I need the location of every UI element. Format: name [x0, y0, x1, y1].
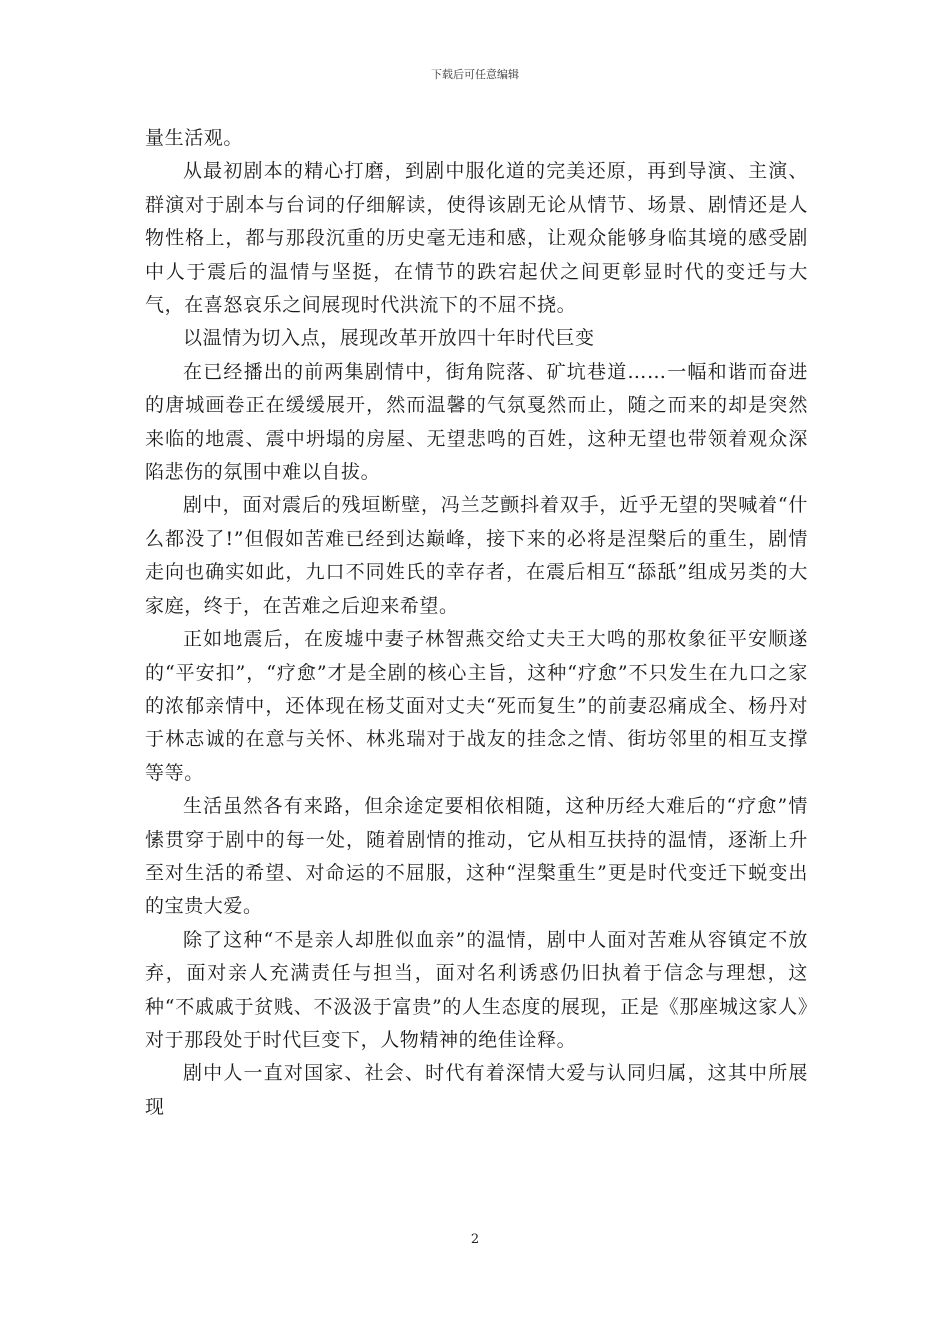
- paragraph: 正如地震后，在废墟中妻子林智燕交给丈夫王大鸣的那枚象征平安顺遂的“平安扣”，“疗愈”才是全剧的核心主旨，这种“疗愈”不只发生在九口之家的浓郁亲情中，还体现在杨艾面对丈夫“死而复生”的前妻忍痛成全、杨丹对于林志诚的在意与关怀、林兆瑞对于战友的挂念之情、街坊邻里的相互支撑等等。: [145, 628, 808, 784]
- page-header: 下载后可任意编辑: [431, 68, 519, 81]
- paragraph: 在已经播出的前两集剧情中，街角院落、矿坑巷道……一幅和谐而奋进的唐城画卷正在缓缓展开，然而温馨的气氛戛然而止，随之而来的却是突然来临的地震、震中坍塌的房屋、无望悲鸣的百姓，这种无望也带领着观众深陷悲伤的氛围中难以自拔。: [145, 360, 808, 484]
- paragraph: 量生活观。: [145, 127, 244, 149]
- document-body: [145, 122, 808, 1124]
- paragraph: 除了这种“不是亲人却胜似血亲”的温情，剧中人面对苦难从容镇定不放弃，面对亲人充满责任与担当，面对名利诱惑仍旧执着于信念与理想，这种“不戚戚于贫贱、不汲汲于富贵”的人生态度的展现，正是《那座城这家人》对于那段处于时代巨变下，人物精神的绝佳诠释。: [145, 928, 808, 1051]
- section-heading: 以温情为切入点，展现改革开放四十年时代巨变: [183, 327, 595, 350]
- paragraph: 剧中，面对震后的残垣断壁，冯兰芝颤抖着双手，近乎无望的哭喊着“什么都没了!”但假如苦难已经到达巅峰，接下来的必将是涅槃后的重生，剧情走向也确实如此，九口不同姓氏的幸存者，在震后相互“舔舐”组成另类的大家庭，终于，在苦难之后迎来希望。: [145, 494, 808, 617]
- paragraph: 剧中人一直对国家、社会、时代有着深情大爱与认同归属，这其中所展现: [145, 1062, 808, 1118]
- paragraph: 生活虽然各有来路，但余途定要相依相随，这种历经大难后的“疗愈”情愫贯穿于剧中的每一处，随着剧情的推动，它从相互扶持的温情，逐渐上升至对生活的希望、对命运的不屈服，这种“涅槃重生”更是时代变迁下蜕变出的宝贵大爱。: [145, 795, 808, 918]
- page-number: 2: [470, 1232, 480, 1247]
- paragraph: 从最初剧本的精心打磨，到剧中服化道的完美还原，再到导演、主演、群演对于剧本与台词的仔细解读，使得该剧无论从情节、场景、剧情还是人物性格上，都与那段沉重的历史毫无违和感，让观众能够身临其境的感受剧中人于震后的温情与坚挺，在情节的跌宕起伏之间更彰显时代的变迁与大气，在喜怒哀乐之间展现时代洪流下的不屈不挠。: [145, 160, 808, 317]
